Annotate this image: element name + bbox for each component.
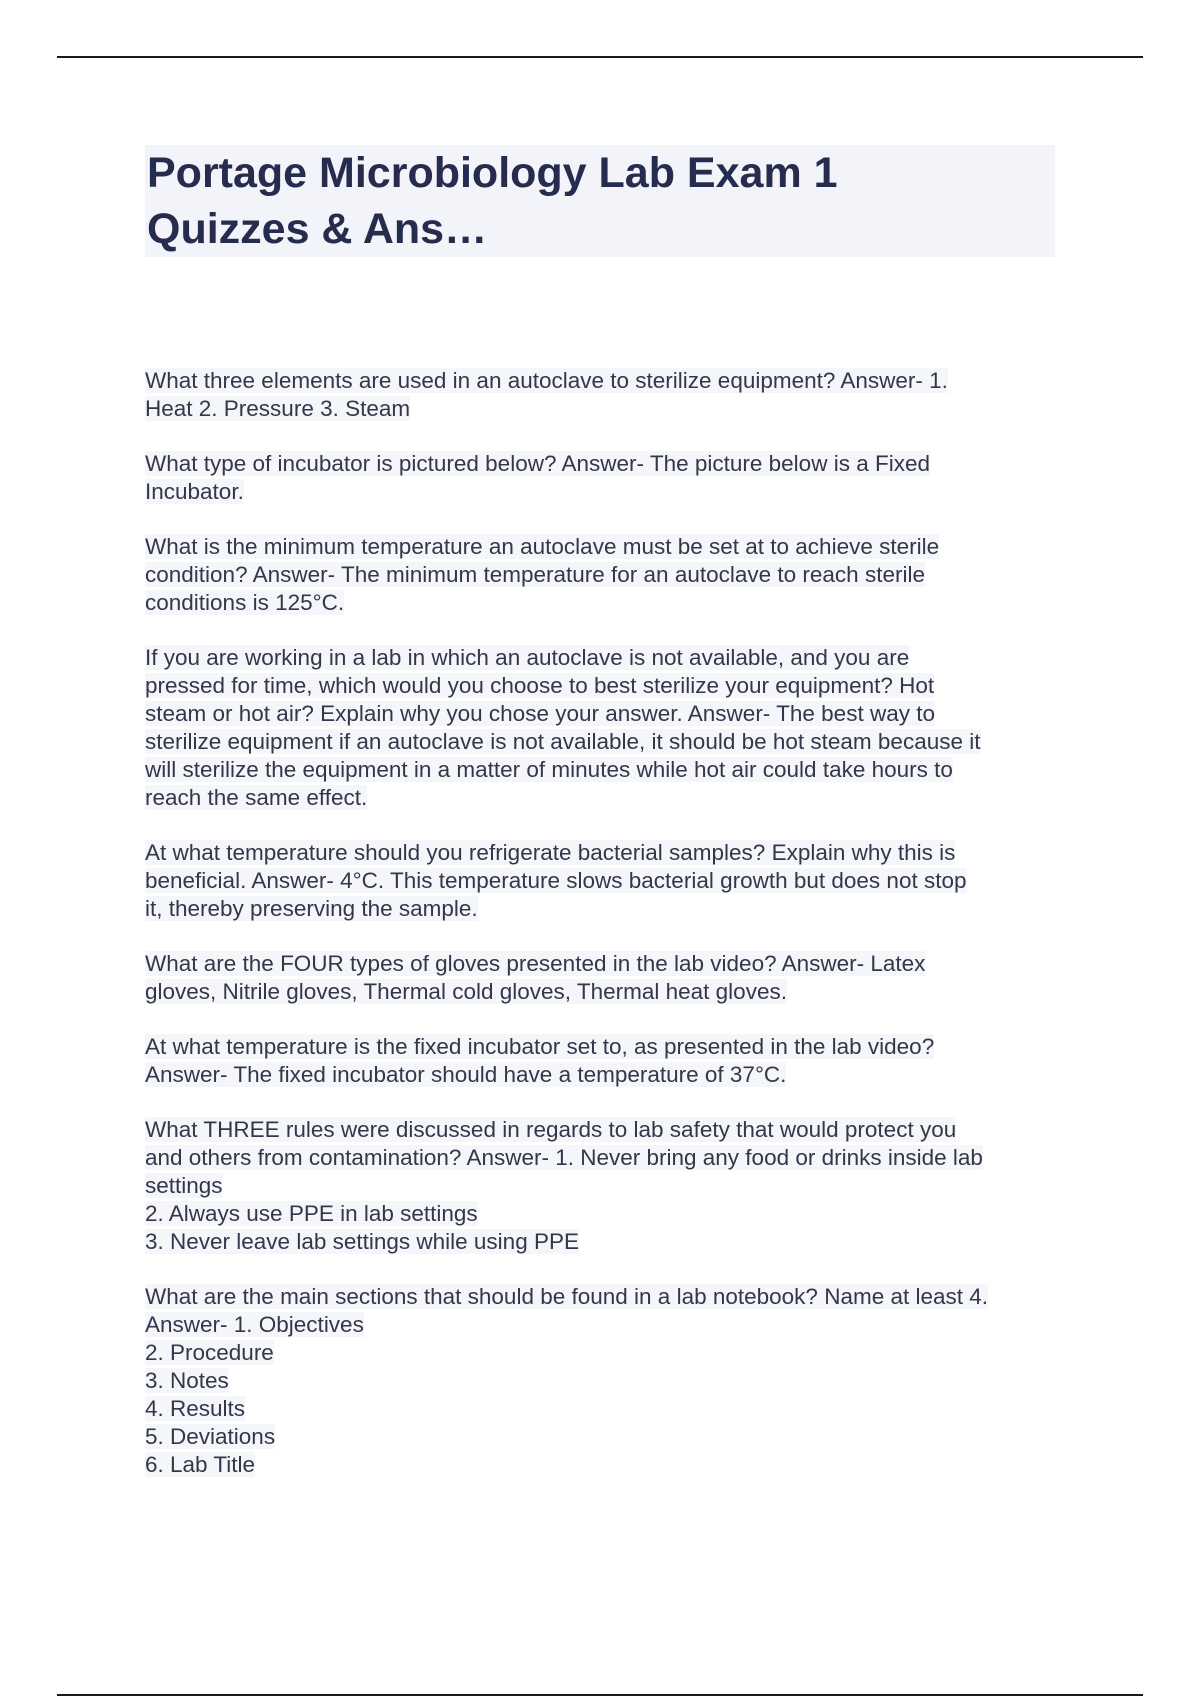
qa-line [145, 367, 1065, 395]
bottom-rule [57, 1694, 1143, 1696]
qa-line-text: What type of incubator is pictured below? Answer- The picture below is a Fixed [145, 451, 930, 476]
qa-line [145, 1061, 1065, 1089]
qa-line [145, 450, 1065, 478]
qa-line-text: Incubator. [145, 479, 244, 504]
qa-line-text: and others from contamination? Answer- 1. Never bring any food or drinks inside lab [145, 1145, 983, 1170]
qa-line-text: 2. Always use PPE in lab settings [145, 1201, 478, 1226]
qa-line [145, 950, 1065, 978]
qa-line [145, 1283, 1065, 1311]
qa-line [145, 1423, 1065, 1451]
qa-line [145, 589, 1065, 617]
qa-line [145, 1033, 1065, 1061]
qa-line-text: 3. Notes [145, 1368, 229, 1393]
qa-item [145, 1283, 1065, 1479]
qa-line [145, 784, 1065, 812]
qa-line-text: What is the minimum temperature an autoclave must be set at to achieve sterile [145, 534, 940, 559]
qa-line-text: conditions is 125°C. [145, 590, 345, 615]
qa-line [145, 1451, 1065, 1479]
qa-line [145, 644, 1065, 672]
qa-line [145, 1339, 1065, 1367]
qa-line [145, 1200, 1065, 1228]
qa-line-text: 3. Never leave lab settings while using PPE [145, 1229, 579, 1254]
qa-item [145, 1033, 1065, 1089]
qa-line-text: 6. Lab Title [145, 1452, 256, 1477]
qa-line-text: 5. Deviations [145, 1424, 276, 1449]
qa-line-text: Answer- 1. Objectives [145, 1312, 364, 1337]
qa-item [145, 367, 1065, 423]
qa-list [145, 367, 1065, 1506]
qa-item [145, 950, 1065, 1006]
qa-line-text: gloves, Nitrile gloves, Thermal cold gloves, Thermal heat gloves. [145, 979, 787, 1004]
qa-line [145, 728, 1065, 756]
title-line: Quizzes & Ans… [147, 205, 488, 253]
title-line: Portage Microbiology Lab Exam 1 [147, 149, 838, 197]
qa-line-text: What THREE rules were discussed in regards to lab safety that would protect you [145, 1117, 957, 1142]
qa-line-text: will sterilize the equipment in a matter of minutes while hot air could take hours to [145, 757, 953, 782]
qa-line-text: sterilize equipment if an autoclave is not available, it should be hot steam because it [145, 729, 981, 754]
qa-line [145, 1144, 1065, 1172]
qa-line [145, 1311, 1065, 1339]
qa-item [145, 839, 1065, 923]
qa-line [145, 1172, 1065, 1200]
qa-line-text: pressed for time, which would you choose to best sterilize your equipment? Hot [145, 673, 935, 698]
qa-line-text: At what temperature should you refrigerate bacterial samples? Explain why this is [145, 840, 956, 865]
qa-line-text: If you are working in a lab in which an autoclave is not available, and you are [145, 645, 910, 670]
qa-line-text: Heat 2. Pressure 3. Steam [145, 396, 411, 421]
qa-line [145, 895, 1065, 923]
qa-line [145, 1395, 1065, 1423]
qa-line [145, 839, 1065, 867]
qa-line-text: What three elements are used in an autoclave to sterilize equipment? Answer- 1. [145, 368, 948, 393]
qa-line-text: steam or hot air? Explain why you chose your answer. Answer- The best way to [145, 701, 935, 726]
qa-line [145, 1228, 1065, 1256]
qa-item [145, 450, 1065, 506]
title-box [145, 145, 1055, 257]
qa-line-text: 4. Results [145, 1396, 246, 1421]
qa-line [145, 1367, 1065, 1395]
qa-line-text: reach the same effect. [145, 785, 368, 810]
qa-line-text: At what temperature is the fixed incubator set to, as presented in the lab video? [145, 1034, 935, 1059]
qa-line-text: settings [145, 1173, 223, 1198]
qa-line [145, 700, 1065, 728]
top-rule [57, 56, 1143, 58]
qa-line [145, 533, 1065, 561]
page-title [147, 145, 1055, 257]
qa-line-text: What are the main sections that should be found in a lab notebook? Name at least 4. [145, 1284, 989, 1309]
qa-line [145, 478, 1065, 506]
qa-item [145, 644, 1065, 812]
qa-line [145, 672, 1065, 700]
qa-item [145, 1116, 1065, 1256]
qa-line-text: Answer- The fixed incubator should have a temperature of 37°C. [145, 1062, 787, 1087]
qa-line-text: it, thereby preserving the sample. [145, 896, 478, 921]
qa-line [145, 1116, 1065, 1144]
qa-line-text: 2. Procedure [145, 1340, 274, 1365]
qa-line [145, 756, 1065, 784]
qa-line-text: beneficial. Answer- 4°C. This temperature slows bacterial growth but does not stop [145, 868, 967, 893]
qa-line [145, 867, 1065, 895]
qa-line-text: What are the FOUR types of gloves presented in the lab video? Answer- Latex [145, 951, 926, 976]
qa-item [145, 533, 1065, 617]
qa-line [145, 395, 1065, 423]
qa-line-text: condition? Answer- The minimum temperature for an autoclave to reach sterile [145, 562, 925, 587]
qa-line [145, 561, 1065, 589]
qa-line [145, 978, 1065, 1006]
